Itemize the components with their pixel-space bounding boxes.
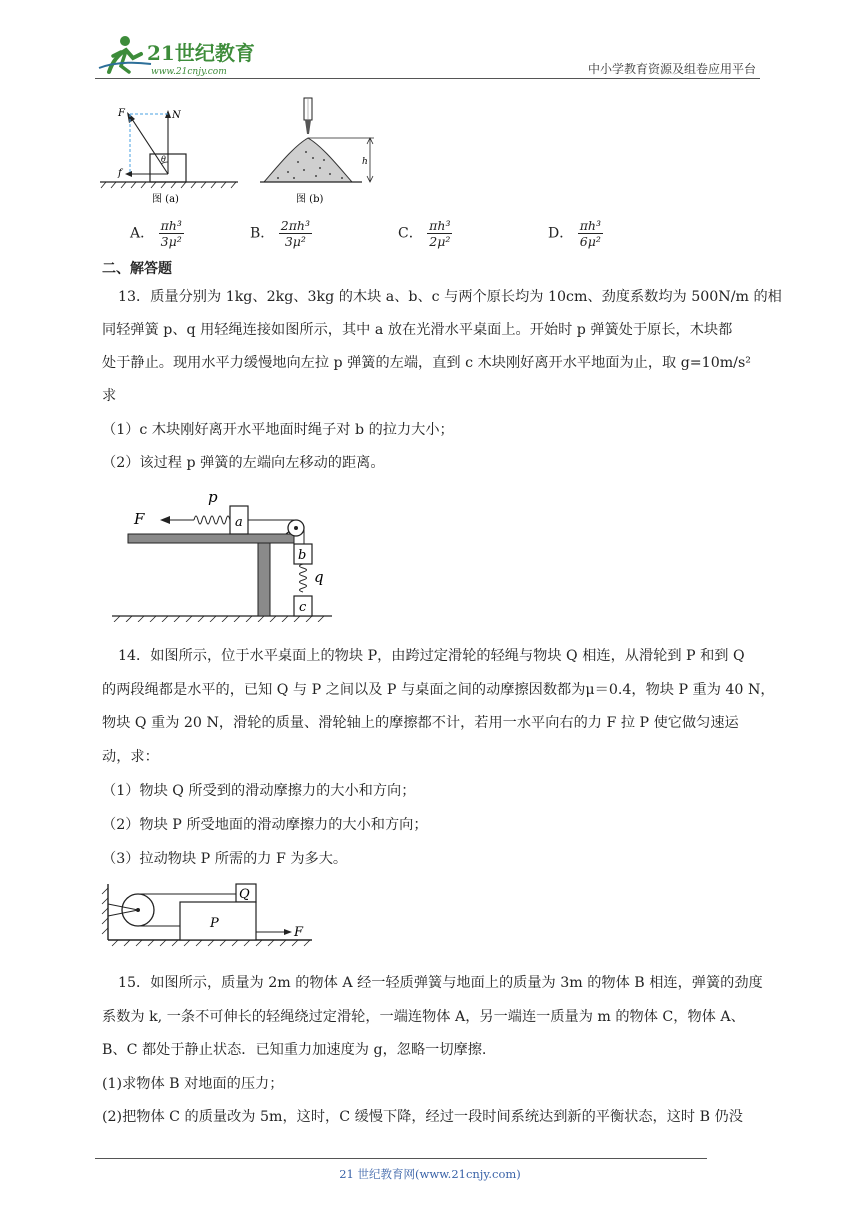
q14-figure (98, 880, 328, 950)
q15-sub2: (2)把物体 C 的质量改为 5m，这时，C 缓慢下降，经过一段时间系统达到新的平衡状态，这时 B 仍没 (102, 1109, 743, 1125)
figure-b (258, 96, 388, 208)
fig13-label-b: b (298, 548, 307, 563)
q13-line4: 求 (102, 388, 117, 404)
q13-line1: 13．质量分别为 1kg、2kg、3kg 的木块 a、b、c 与两个原长均为 10cm、劲度系数均为 500N/m 的相 (118, 289, 782, 305)
label-f: f (118, 168, 122, 179)
option-b[interactable]: B． $\frac{\text{2πh³}}{\text{3μ²}}$ (250, 218, 310, 249)
option-c[interactable]: C． $\frac{\text{πh³}}{\text{2μ²}}$ (398, 218, 451, 249)
label-h: h (362, 157, 368, 167)
header-divider (95, 78, 760, 79)
q14-line1: 14．如图所示，位于水平桌面上的物块 P，由跨过定滑轮的轻绳与物块 Q 相连，从滑轮到 P 和到 Q (118, 648, 745, 664)
fig13-label-p: p (208, 488, 218, 506)
logo-text: 21世纪教育 (147, 41, 255, 65)
label-N: N (172, 110, 181, 121)
q13-sub2: （2）该过程 p 弹簧的左端向左移动的距离。 (102, 455, 385, 471)
fig14-label-P: P (210, 916, 219, 931)
label-theta: θ (161, 155, 166, 164)
q14-sub1: （1）物块 Q 所受到的滑动摩擦力的大小和方向； (102, 783, 416, 799)
fig13-label-a: a (235, 515, 243, 530)
fig14-label-F: F (294, 925, 304, 940)
q14-line3: 物块 Q 重为 20 N，滑轮的质量、滑轮轴上的摩擦都不计，若用一水平向右的力 F 拉 P 使它做匀速运 (102, 715, 739, 731)
q14-sub3: （3）拉动物块 P 所需的力 F 为多大。 (102, 851, 348, 867)
q14-line2: 的两段绳都是水平的，已知 Q 与 P 之间以及 P 与桌面之间的动摩擦因数都为μ＝0.4，物块 P 重为 40 N， (102, 682, 775, 698)
q14-line4: 动，求： (102, 749, 159, 765)
runner-icon (99, 36, 151, 72)
fig13-label-q: q (314, 568, 324, 586)
q15-line1: 15．如图所示，质量为 2m 的物体 A 经一轻质弹簧与地面上的质量为 3m 的物体 B 相连，弹簧的劲度 (118, 975, 763, 991)
logo-url: www.21cnjy.com (151, 67, 227, 77)
q15-sub1: (1)求物体 B 对地面的压力； (102, 1076, 284, 1092)
caption-a: 图 (a) (152, 194, 179, 205)
q13-line2: 同轻弹簧 p、q 用轻绳连接如图所示，其中 a 放在光滑水平桌面上。开始时 p 弹簧处于原长，木块都 (102, 322, 733, 338)
footer-link[interactable]: 21 世纪教育网(www.21cnjy.com) (339, 1167, 521, 1181)
figure-a (98, 96, 248, 208)
q15-line2: 系数为 k, 一条不可伸长的轻绳绕过定滑轮，一端连物体 A，另一端连一质量为 m 的物体 C，物体 A、 (102, 1009, 745, 1025)
option-a[interactable]: A． $\frac{\text{πh³}}{\text{3μ²}}$ (130, 218, 182, 249)
q14-sub2: （2）物块 P 所受地面的滑动摩擦力的大小和方向； (102, 817, 428, 833)
q15-line3: B、C 都处于静止状态．已知重力加速度为 g，忽略一切摩擦. (102, 1042, 487, 1058)
q13-line3: 处于静止。现用水平力缓慢地向左拉 p 弹簧的左端，直到 c 木块刚好离开水平地面为止，取 g=10m/s² (102, 355, 751, 371)
section-heading: 二、解答题 (102, 261, 172, 277)
header-platform-text: 中小学教育资源及组卷应用平台 (587, 62, 756, 76)
label-F: F (118, 108, 125, 119)
footer-divider (95, 1158, 707, 1159)
caption-b: 图 (b) (296, 194, 324, 205)
q13-figure (110, 486, 340, 622)
q13-sub1: （1）c 木块刚好离开水平地面时绳子对 b 的拉力大小； (102, 422, 454, 438)
fig14-label-Q: Q (239, 887, 250, 902)
option-d[interactable]: D． $\frac{\text{πh³}}{\text{6μ²}}$ (548, 218, 601, 249)
fig13-label-c: c (299, 600, 307, 615)
site-logo (95, 32, 260, 78)
fig13-label-F: F (134, 510, 145, 528)
